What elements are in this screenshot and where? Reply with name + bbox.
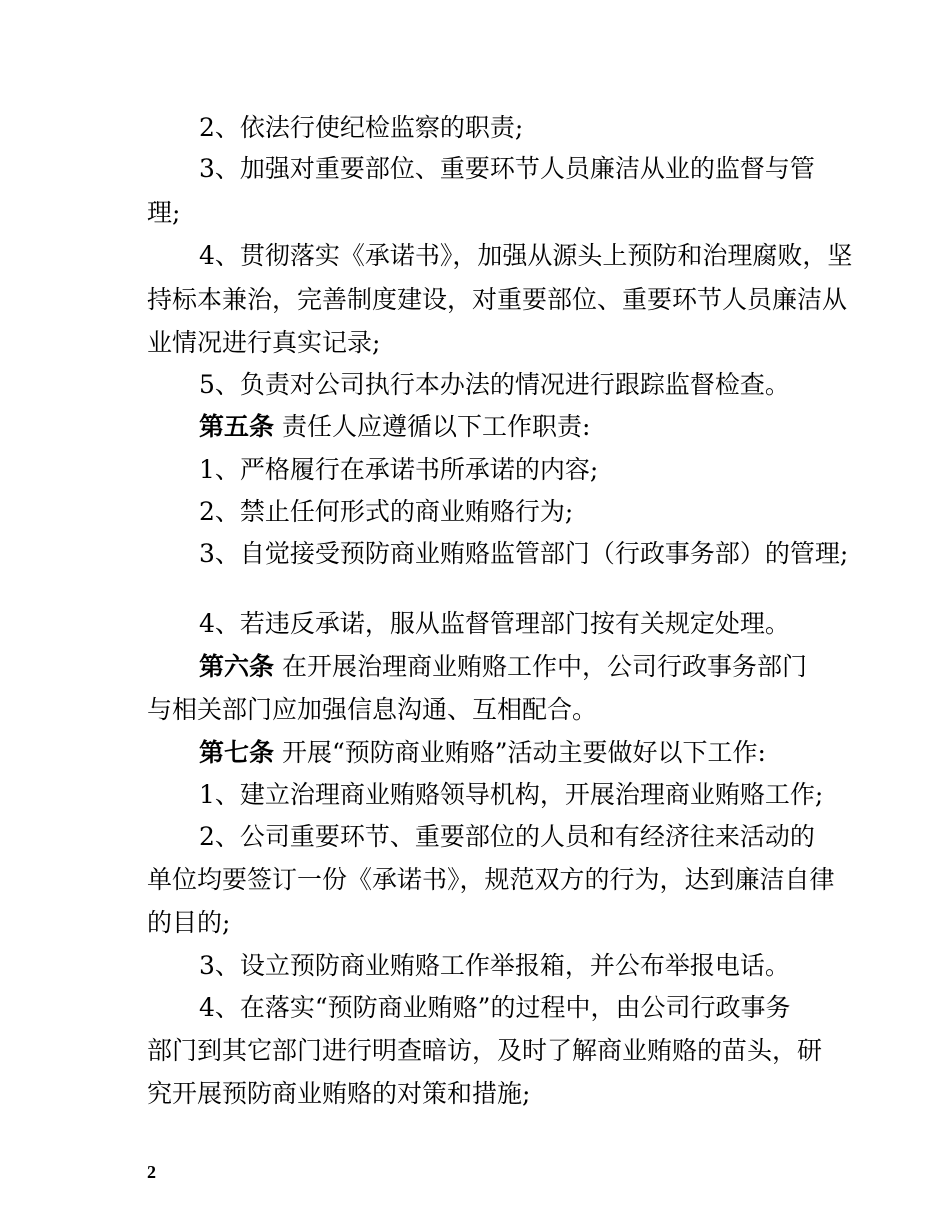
article-heading: 第六条 — [199, 652, 275, 681]
article-six — [199, 652, 817, 682]
text-line: 持标本兼治，完善制度建设，对重要部位、重要环节人员廉洁从 — [147, 285, 848, 314]
list-item: 2、禁止任何形式的商业贿赂行为; — [199, 497, 574, 526]
text-line: 部门到其它部门进行明查暗访，及时了解商业贿赂的苗头，研 — [147, 1036, 823, 1065]
article-seven — [199, 738, 817, 768]
list-item: 3、加强对重要部位、重要环节人员廉洁从业的监督与管 — [199, 154, 815, 183]
list-item: 5、负责对公司执行本办法的情况进行跟踪监督检查。 — [199, 370, 790, 399]
article-heading: 第七条 — [199, 738, 275, 767]
page-number: 2 — [147, 1162, 156, 1182]
list-item: 3、设立预防商业贿赂工作举报箱，并公布举报电话。 — [199, 951, 790, 980]
article-text: 开展“预防商业贿赂”活动主要做好以下工作: — [281, 738, 766, 767]
article-text: 在开展治理商业贿赂工作中，公司行政事务部门 — [281, 652, 807, 681]
article-five — [199, 412, 817, 442]
article-text: 责任人应遵循以下工作职责: — [281, 412, 591, 441]
text-line: 与相关部门应加强信息沟通、互相配合。 — [147, 695, 598, 724]
list-item: 2、公司重要环节、重要部位的人员和有经济往来活动的 — [199, 822, 815, 851]
text-line: 单位均要签订一份《承诺书》，规范双方的行为，达到廉洁自律 — [147, 865, 835, 894]
text-line: 业情况进行真实记录; — [147, 328, 381, 357]
list-item: 3、自觉接受预防商业贿赂监管部门（行政事务部）的管理; — [199, 539, 849, 568]
list-item: 4、若违反承诺，服从监督管理部门按有关规定处理。 — [199, 609, 790, 638]
list-item: 4、在落实“预防商业贿赂”的过程中，由公司行政事务 — [199, 993, 791, 1022]
text-line: 理; — [147, 198, 181, 227]
list-item: 4、贯彻落实《承诺书》，加强从源头上预防和治理腐败，坚 — [199, 241, 853, 270]
text-line: 究开展预防商业贿赂的对策和措施; — [147, 1079, 531, 1108]
list-item: 1、建立治理商业贿赂领导机构，开展治理商业贿赂工作; — [199, 780, 824, 809]
list-item: 2、依法行使纪检监察的职责; — [199, 113, 524, 142]
text-line: 的目的; — [147, 908, 231, 937]
article-heading: 第五条 — [199, 412, 275, 441]
list-item: 1、严格履行在承诺书所承诺的内容; — [199, 455, 599, 484]
